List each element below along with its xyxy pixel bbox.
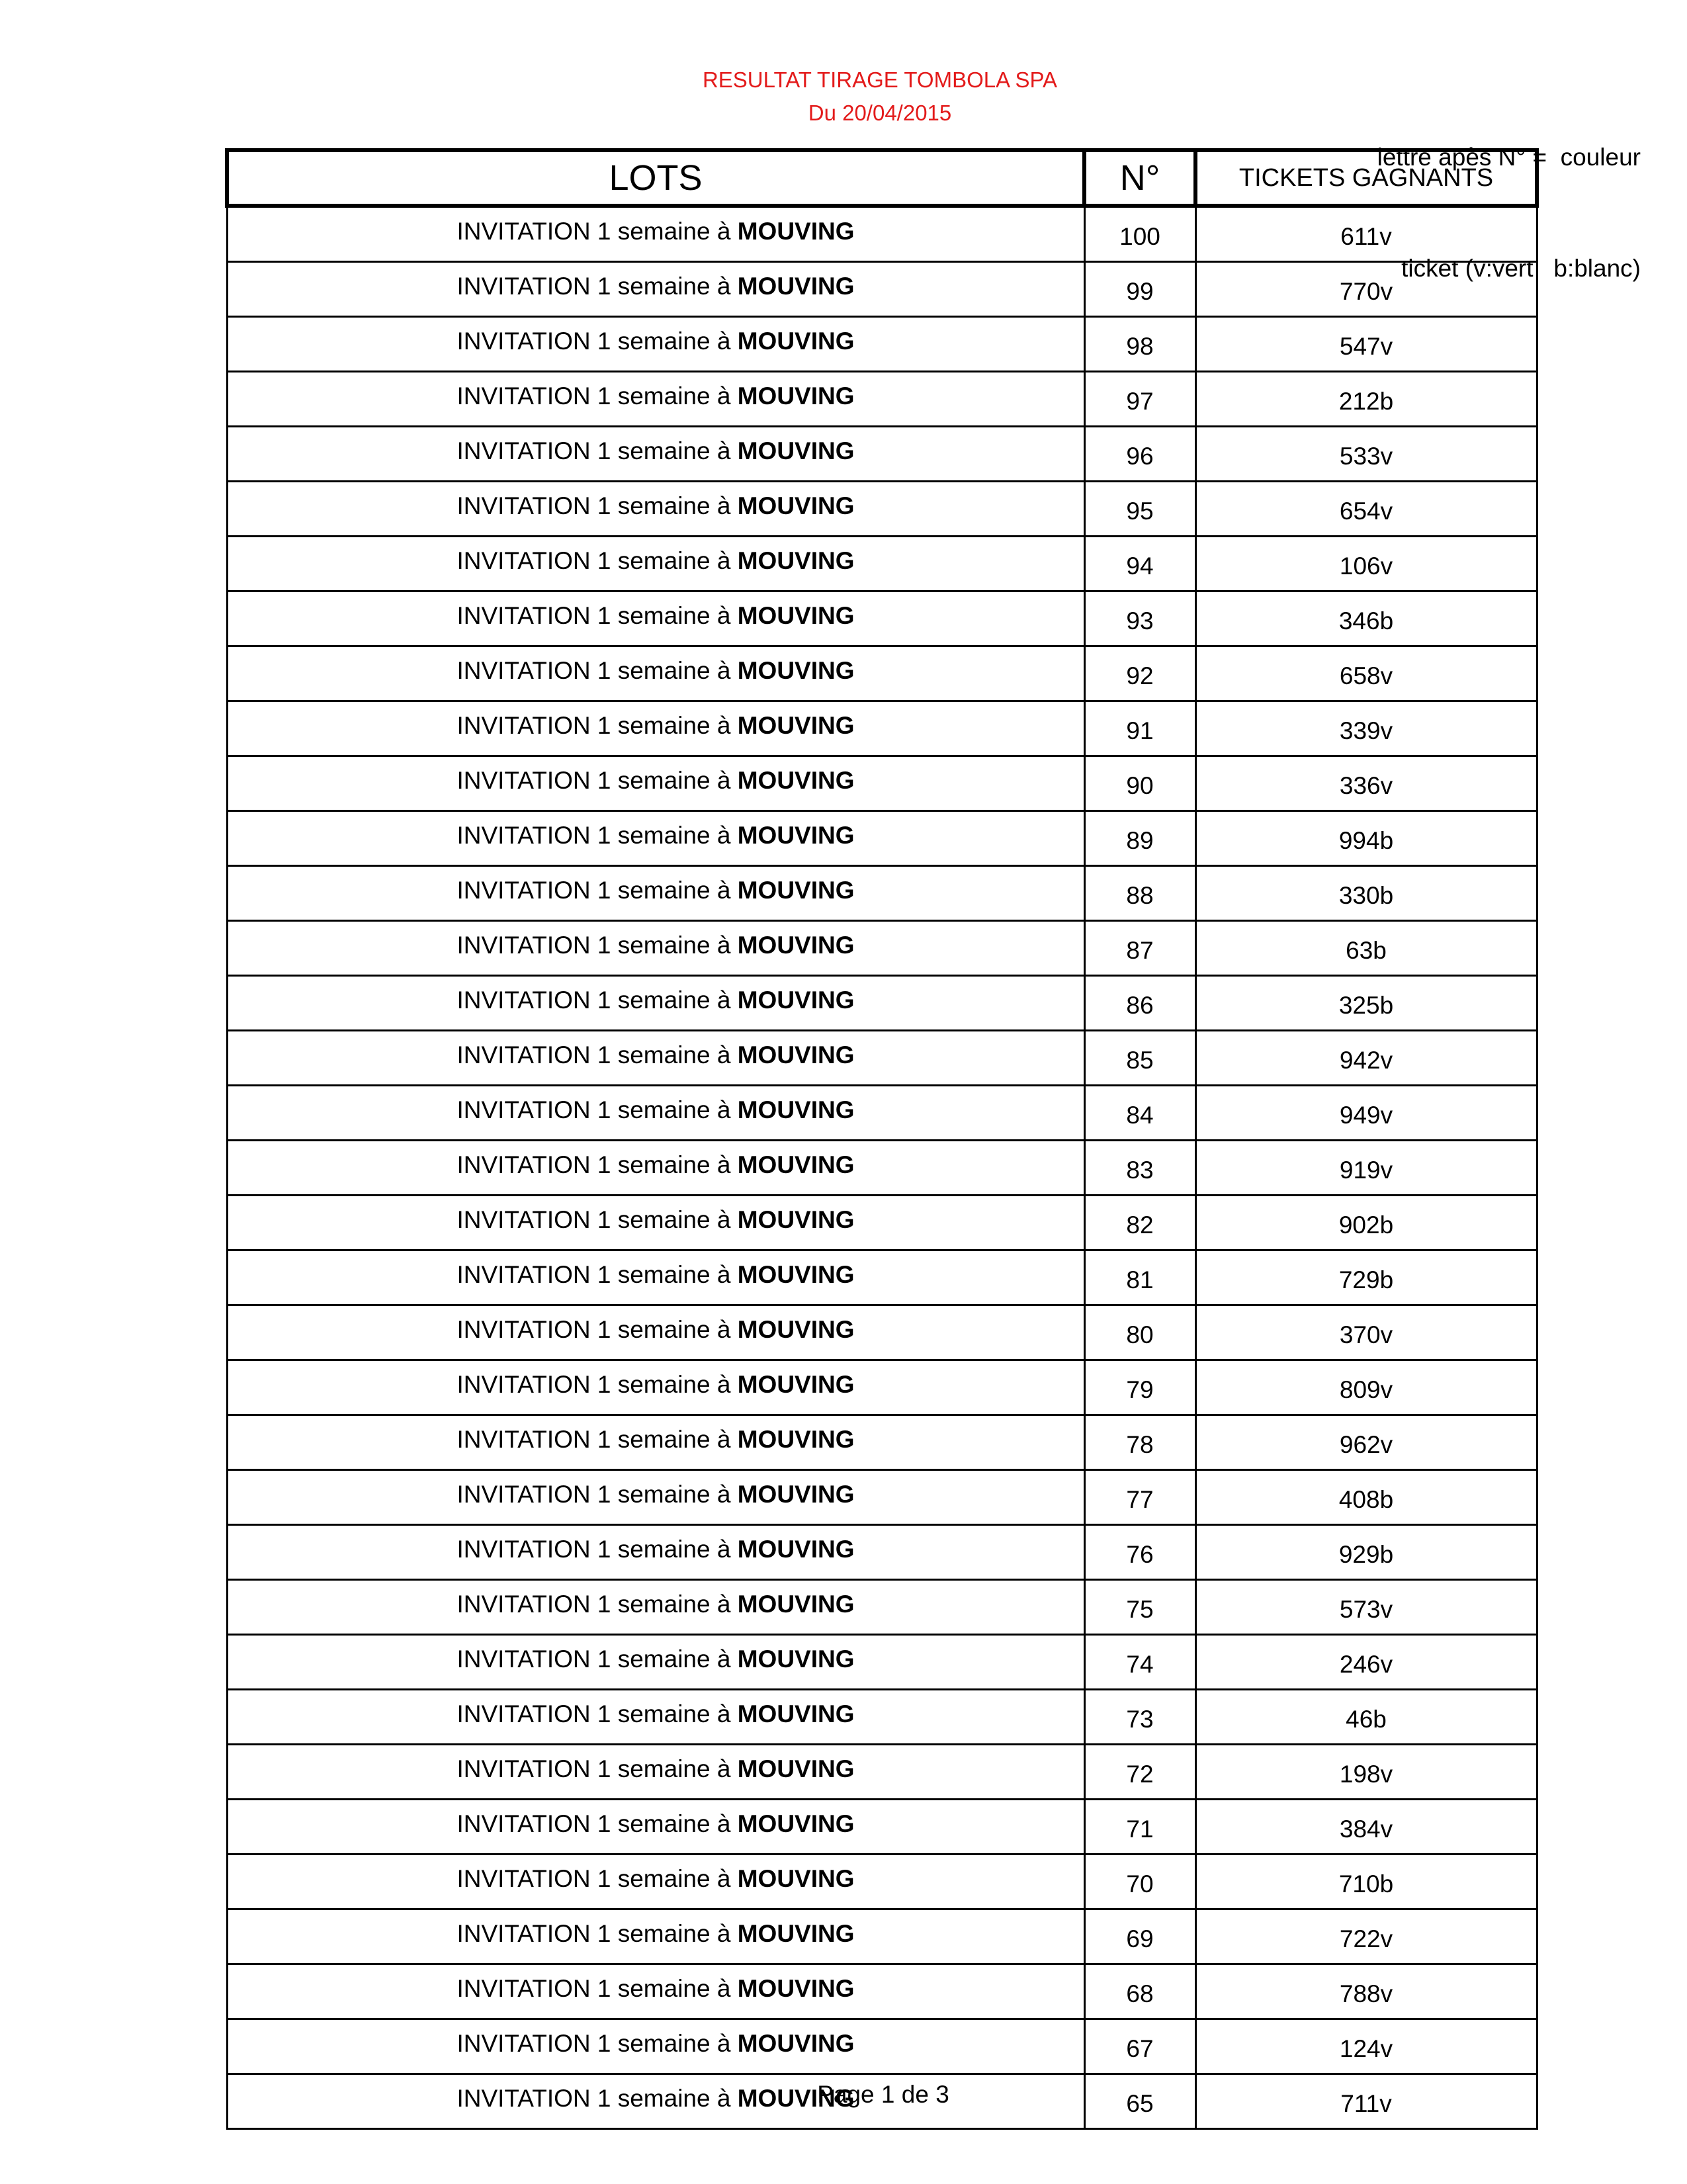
column-header-lots: LOTS [227,150,1084,206]
table-row [227,1964,1537,2019]
prize-cell [227,1470,1084,1525]
prize-cell [227,1196,1084,1250]
lot-number-cell: 89 [1084,811,1195,866]
winning-ticket-cell: 212b [1195,372,1537,427]
lot-number-cell: 65 [1084,2074,1195,2129]
lot-number-cell: 70 [1084,1855,1195,1909]
prize-text: INVITATION 1 semaine à [456,1371,738,1398]
prize-venue: MOUVING [737,273,855,300]
prize-venue: MOUVING [737,2085,855,2112]
winning-ticket-cell: 384v [1195,1800,1537,1855]
winning-ticket-cell: 729b [1195,1250,1537,1305]
lot-number-cell: 76 [1084,1525,1195,1580]
table-row [227,1031,1537,1086]
winning-ticket-cell: 408b [1195,1470,1537,1525]
prize-venue: MOUVING [737,877,855,904]
lot-number-cell: 98 [1084,317,1195,372]
prize-text: INVITATION 1 semaine à [456,767,738,794]
prize-venue: MOUVING [737,1810,855,1837]
table-row [227,921,1537,976]
prize-text: INVITATION 1 semaine à [456,1481,738,1508]
winning-ticket-cell: 330b [1195,866,1537,921]
table-row [227,646,1537,701]
winning-ticket-cell: 809v [1195,1360,1537,1415]
prize-venue: MOUVING [737,1700,855,1727]
table-row [227,866,1537,921]
winning-ticket-cell: 994b [1195,811,1537,866]
prize-cell [227,372,1084,427]
prize-cell [227,646,1084,701]
prize-text: INVITATION 1 semaine à [456,492,738,519]
lot-number-cell: 81 [1084,1250,1195,1305]
table-row [227,427,1537,482]
prize-text: INVITATION 1 semaine à [456,2030,738,2057]
prize-text: INVITATION 1 semaine à [456,1755,738,1782]
prize-cell [227,537,1084,591]
prize-text: INVITATION 1 semaine à [456,986,738,1014]
prize-cell [227,701,1084,756]
prize-venue: MOUVING [737,1481,855,1508]
prize-venue: MOUVING [737,1920,855,1947]
table-row [227,811,1537,866]
prize-cell [227,1031,1084,1086]
prize-cell [227,2019,1084,2074]
prize-text: INVITATION 1 semaine à [456,1206,738,1233]
prize-venue: MOUVING [737,218,855,245]
table-row [227,1580,1537,1635]
winning-ticket-cell: 902b [1195,1196,1537,1250]
prize-cell [227,427,1084,482]
prize-cell [227,866,1084,921]
prize-cell [227,1250,1084,1305]
prize-venue: MOUVING [737,1041,855,1069]
results-table [225,148,1539,2130]
winning-ticket-cell: 658v [1195,646,1537,701]
table-row [227,1250,1537,1305]
prize-venue: MOUVING [737,1755,855,1782]
prize-text: INVITATION 1 semaine à [456,822,738,849]
prize-cell [227,482,1084,537]
prize-venue: MOUVING [737,437,855,464]
prize-text: INVITATION 1 semaine à [456,1426,738,1453]
lot-number-cell: 69 [1084,1909,1195,1964]
prize-text: INVITATION 1 semaine à [456,382,738,410]
table-row [227,1141,1537,1196]
prize-cell [227,1964,1084,2019]
table-row [227,976,1537,1031]
column-header-tickets: TICKETS GAGNANTS [1195,150,1537,206]
lot-number-cell: 91 [1084,701,1195,756]
lot-number-cell: 75 [1084,1580,1195,1635]
prize-cell [227,921,1084,976]
prize-text: INVITATION 1 semaine à [456,273,738,300]
prize-venue: MOUVING [737,1536,855,1563]
prize-text: INVITATION 1 semaine à [456,547,738,574]
lot-number-cell: 83 [1084,1141,1195,1196]
prize-venue: MOUVING [737,1645,855,1673]
table-row [227,1635,1537,1690]
prize-text: INVITATION 1 semaine à [456,1316,738,1343]
prize-text: INVITATION 1 semaine à [456,1041,738,1069]
winning-ticket-cell: 533v [1195,427,1537,482]
lot-number-cell: 72 [1084,1745,1195,1800]
winning-ticket-cell: 929b [1195,1525,1537,1580]
prize-text: INVITATION 1 semaine à [456,218,738,245]
table-row [227,1745,1537,1800]
winning-ticket-cell: 63b [1195,921,1537,976]
lot-number-cell: 97 [1084,372,1195,427]
table-row [227,206,1537,262]
table-row [227,1305,1537,1360]
lot-number-cell: 79 [1084,1360,1195,1415]
table-row [227,1690,1537,1745]
prize-venue: MOUVING [737,1591,855,1618]
legend-line-2: ticket (v:vert b:blanc) [1401,255,1641,282]
prize-text: INVITATION 1 semaine à [456,602,738,629]
table-row [227,317,1537,372]
prize-venue: MOUVING [737,986,855,1014]
header-row [227,150,1537,206]
table-row [227,1525,1537,1580]
winning-ticket-cell: 106v [1195,537,1537,591]
prize-cell [227,262,1084,317]
table-row [227,2019,1537,2074]
lot-number-cell: 78 [1084,1415,1195,1470]
document-title: RESULTAT TIRAGE TOMBOLA SPA [702,67,1058,92]
lot-number-cell: 93 [1084,591,1195,646]
prize-venue: MOUVING [737,1865,855,1892]
winning-ticket-cell: 339v [1195,701,1537,756]
lot-number-cell: 90 [1084,756,1195,811]
document-header [662,64,1098,130]
prize-text: INVITATION 1 semaine à [456,877,738,904]
prize-cell [227,756,1084,811]
prize-text: INVITATION 1 semaine à [456,712,738,739]
prize-cell [227,1635,1084,1690]
table-row [227,1086,1537,1141]
table-row [227,1360,1537,1415]
prize-venue: MOUVING [737,1426,855,1453]
prize-venue: MOUVING [737,932,855,959]
lot-number-cell: 67 [1084,2019,1195,2074]
table-row [227,591,1537,646]
winning-ticket-cell: 198v [1195,1745,1537,1800]
prize-text: INVITATION 1 semaine à [456,1810,738,1837]
prize-venue: MOUVING [737,1261,855,1288]
prize-text: INVITATION 1 semaine à [456,2085,738,2112]
prize-cell [227,591,1084,646]
page-number: Page 1 de 3 [817,2081,949,2108]
prize-cell [227,1415,1084,1470]
prize-text: INVITATION 1 semaine à [456,1151,738,1178]
prize-cell [227,1855,1084,1909]
winning-ticket-cell: 654v [1195,482,1537,537]
lot-number-cell: 77 [1084,1470,1195,1525]
winning-ticket-cell: 611v [1195,206,1537,262]
table-row [227,1470,1537,1525]
prize-cell [227,1745,1084,1800]
lot-number-cell: 71 [1084,1800,1195,1855]
prize-venue: MOUVING [737,382,855,410]
prize-text: INVITATION 1 semaine à [456,932,738,959]
winning-ticket-cell: 722v [1195,1909,1537,1964]
prize-cell [227,317,1084,372]
table-row [227,537,1537,591]
prize-cell [227,206,1084,262]
prize-cell [227,1086,1084,1141]
prize-venue: MOUVING [737,492,855,519]
prize-cell [227,1305,1084,1360]
prize-text: INVITATION 1 semaine à [456,1920,738,1947]
prize-cell [227,811,1084,866]
winning-ticket-cell: 949v [1195,1086,1537,1141]
prize-cell [227,1360,1084,1415]
prize-venue: MOUVING [737,547,855,574]
table-row [227,262,1537,317]
lot-number-cell: 82 [1084,1196,1195,1250]
lot-number-cell: 73 [1084,1690,1195,1745]
table-row [227,756,1537,811]
prize-cell [227,1580,1084,1635]
prize-cell [227,1525,1084,1580]
prize-cell [227,1909,1084,1964]
table-row [227,701,1537,756]
prize-venue: MOUVING [737,657,855,684]
table-row [227,482,1537,537]
winning-ticket-cell: 573v [1195,1580,1537,1635]
prize-venue: MOUVING [737,822,855,849]
winning-ticket-cell: 346b [1195,591,1537,646]
winning-ticket-cell: 124v [1195,2019,1537,2074]
prize-text: INVITATION 1 semaine à [456,657,738,684]
table-row [227,1196,1537,1250]
prize-text: INVITATION 1 semaine à [456,328,738,355]
prize-cell [227,1800,1084,1855]
prize-venue: MOUVING [737,1096,855,1123]
winning-ticket-cell: 336v [1195,756,1537,811]
lot-number-cell: 88 [1084,866,1195,921]
lot-number-cell: 92 [1084,646,1195,701]
lot-number-cell: 96 [1084,427,1195,482]
lot-number-cell: 74 [1084,1635,1195,1690]
table-header [227,150,1537,206]
prize-venue: MOUVING [737,1206,855,1233]
winning-ticket-cell: 246v [1195,1635,1537,1690]
prize-venue: MOUVING [737,767,855,794]
prize-text: INVITATION 1 semaine à [456,1096,738,1123]
prize-text: INVITATION 1 semaine à [456,1700,738,1727]
winning-ticket-cell: 962v [1195,1415,1537,1470]
winning-ticket-cell: 711v [1195,2074,1537,2129]
column-header-number: N° [1084,150,1195,206]
prize-text: INVITATION 1 semaine à [456,1261,738,1288]
winning-ticket-cell: 942v [1195,1031,1537,1086]
prize-venue: MOUVING [737,328,855,355]
prize-cell [227,1141,1084,1196]
prize-text: INVITATION 1 semaine à [456,1536,738,1563]
prize-venue: MOUVING [737,1975,855,2002]
table-row [227,1855,1537,1909]
winning-ticket-cell: 710b [1195,1855,1537,1909]
prize-cell [227,976,1084,1031]
winning-ticket-cell: 370v [1195,1305,1537,1360]
lot-number-cell: 87 [1084,921,1195,976]
legend-line-1: lettre apès N° = couleur [1377,144,1641,171]
table-row [227,1800,1537,1855]
prize-venue: MOUVING [737,1316,855,1343]
winning-ticket-cell: 770v [1195,262,1537,317]
prize-text: INVITATION 1 semaine à [456,1645,738,1673]
lot-number-cell: 95 [1084,482,1195,537]
table-row [227,1909,1537,1964]
winning-ticket-cell: 919v [1195,1141,1537,1196]
prize-venue: MOUVING [737,1371,855,1398]
lot-number-cell: 99 [1084,262,1195,317]
lot-number-cell: 84 [1084,1086,1195,1141]
prize-text: INVITATION 1 semaine à [456,1865,738,1892]
lot-number-cell: 85 [1084,1031,1195,1086]
document-date: Du 20/04/2015 [808,101,952,125]
prize-venue: MOUVING [737,2030,855,2057]
winning-ticket-cell: 325b [1195,976,1537,1031]
prize-venue: MOUVING [737,1151,855,1178]
winning-ticket-cell: 788v [1195,1964,1537,2019]
prize-venue: MOUVING [737,712,855,739]
lot-number-cell: 94 [1084,537,1195,591]
table-row [227,1415,1537,1470]
winning-ticket-cell: 46b [1195,1690,1537,1745]
lot-number-cell: 68 [1084,1964,1195,2019]
prize-text: INVITATION 1 semaine à [456,1591,738,1618]
lot-number-cell: 100 [1084,206,1195,262]
winning-ticket-cell: 547v [1195,317,1537,372]
prize-text: INVITATION 1 semaine à [456,437,738,464]
prize-text: INVITATION 1 semaine à [456,1975,738,2002]
lot-number-cell: 86 [1084,976,1195,1031]
table-row [227,372,1537,427]
lot-number-cell: 80 [1084,1305,1195,1360]
table-body [227,206,1537,2129]
prize-cell [227,1690,1084,1745]
prize-venue: MOUVING [737,602,855,629]
